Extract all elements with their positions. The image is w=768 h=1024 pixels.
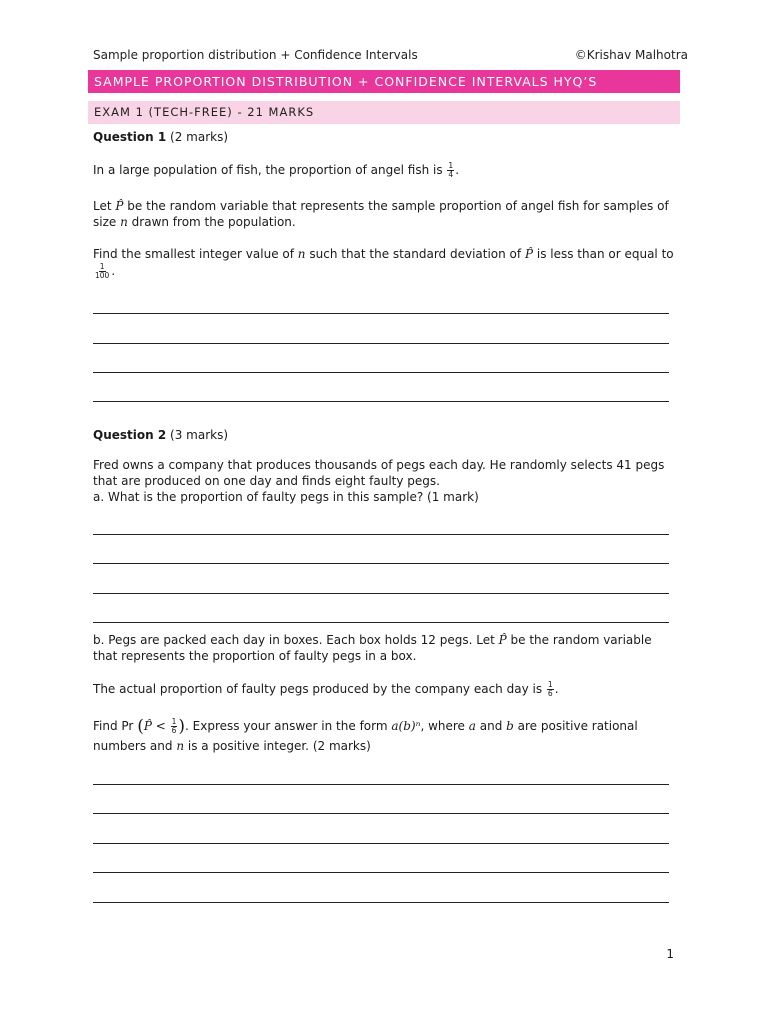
q2-intro: Fred owns a company that produces thousands of pegs each day. He randomly selects 41 pegs that are produced on one day and finds eight faulty pegs. (93, 458, 665, 488)
q1-answer-line-1 (93, 313, 669, 314)
q1-p3-n: n (297, 247, 306, 261)
q1-p3-fraction-line: $\frac{1}{100}$ . (95, 262, 116, 280)
q1-paragraph-2 (93, 198, 678, 230)
q2-find-bv: b (506, 719, 514, 733)
q1-answer-line-2 (93, 343, 669, 344)
q2a-answer-line-2 (93, 563, 669, 564)
q2-part-b-a: b. Pegs are packed each day in boxes. Each box holds 12 pegs. Let (93, 633, 495, 647)
q1-p2-b: be the random variable that represents the sample proportion of angel fish for samples of size (93, 199, 669, 229)
q2-find-form: a(b)ⁿ (391, 719, 421, 733)
q1-p1-fraction (447, 162, 454, 179)
q1-answer-line-3 (93, 372, 669, 373)
q1-p3-fraction (94, 263, 110, 280)
q2-find-d: are positive rational numbers and (93, 719, 638, 753)
page-number: 1 (666, 947, 674, 961)
q2-find-open-paren: ( (137, 716, 144, 737)
q2-part-b-var: P̂ (498, 633, 507, 647)
q2-find-n: n (176, 739, 185, 753)
q1-p1-frac-den: 4 (448, 170, 454, 179)
q2-actual-fraction (547, 681, 554, 698)
q2-find-av: a (468, 719, 476, 733)
q2-find (93, 716, 678, 756)
q2-find-lt: < (155, 719, 166, 733)
q2b-answer-line-5 (93, 902, 669, 903)
q2b-answer-line-1 (93, 784, 669, 785)
q1-p3-b: such that the standard deviation of (309, 247, 522, 261)
q1-p3-frac-den: 100 (95, 271, 110, 280)
q1-title (93, 129, 678, 145)
q1-p3-c: is less than or equal to (536, 247, 674, 261)
title-band: SAMPLE PROPORTION DISTRIBUTION + CONFIDENCE INTERVALS HYQ’S (88, 70, 680, 93)
q2b-answer-line-4 (93, 872, 669, 873)
q2-title (93, 427, 678, 443)
q2-part-b (93, 632, 678, 664)
exam-band: EXAM 1 (TECH-FREE) - 21 MARKS (88, 101, 680, 124)
q2-find-and: and (479, 719, 503, 733)
q2b-answer-line-3 (93, 843, 669, 844)
q2-part-b-b: be the random variable that represents the proportion of faulty pegs in a box. (93, 633, 652, 663)
q2-title-label: Question 2 (93, 428, 167, 442)
q2-find-var: P̂ (143, 719, 152, 733)
q2a-answer-line-1 (93, 534, 669, 535)
q1-p2-var: P̂ (115, 199, 124, 213)
q2-part-a: a. What is the proportion of faulty pegs in this sample? (1 mark) (93, 490, 479, 504)
q1-paragraph-1: In a large population of fish, the proportion of angel fish is $\frac{1}{4}$ . (93, 161, 460, 179)
q2-actual-text: The actual proportion of faulty pegs produced by the company each day is (93, 682, 543, 696)
q2a-answer-line-3 (93, 593, 669, 594)
q1-p3-a: Find the smallest integer value of (93, 247, 294, 261)
q1-p3-var: P̂ (524, 247, 534, 261)
q1-p2-c: drawn from the population. (131, 215, 296, 229)
q2-actual-proportion: The actual proportion of faulty pegs produced by the company each day is $\frac{1}{6}$ . (93, 680, 559, 698)
q1-marks: (2 marks) (170, 130, 229, 144)
q1-p2-a: Let (93, 199, 112, 213)
q1-title-label: Question 1 (93, 130, 167, 144)
q1-p1-frac-num: 1 (448, 161, 454, 170)
q1-p1-text: In a large population of fish, the proportion of angel fish is (93, 163, 443, 177)
q2-find-e: is a positive integer. (2 marks) (187, 739, 371, 753)
q1-answer-line-4 (93, 401, 669, 402)
q2a-answer-line-4 (93, 622, 669, 623)
header-left-title: Sample proportion distribution + Confidence Intervals (93, 48, 418, 62)
header-right-author: ©Krishav Malhotra (574, 48, 688, 62)
q2-find-fraction (171, 718, 178, 735)
q2-find-c: , where (420, 719, 465, 733)
q2-actual-num: 1 (547, 680, 553, 689)
q1-paragraph-3 (93, 246, 678, 262)
q2b-answer-line-2 (93, 813, 669, 814)
q2-find-a: Find Pr (93, 719, 134, 733)
q2-find-num: 1 (171, 717, 177, 726)
q2-find-close-paren: ) (178, 716, 186, 737)
q2-find-b: . Express your answer in the form (185, 719, 388, 733)
q1-p2-n: n (120, 215, 128, 229)
q2-find-den: 6 (171, 726, 177, 735)
q1-p3-frac-num: 1 (99, 262, 105, 271)
q2-actual-den: 6 (547, 689, 553, 698)
q2-marks: (3 marks) (170, 428, 229, 442)
